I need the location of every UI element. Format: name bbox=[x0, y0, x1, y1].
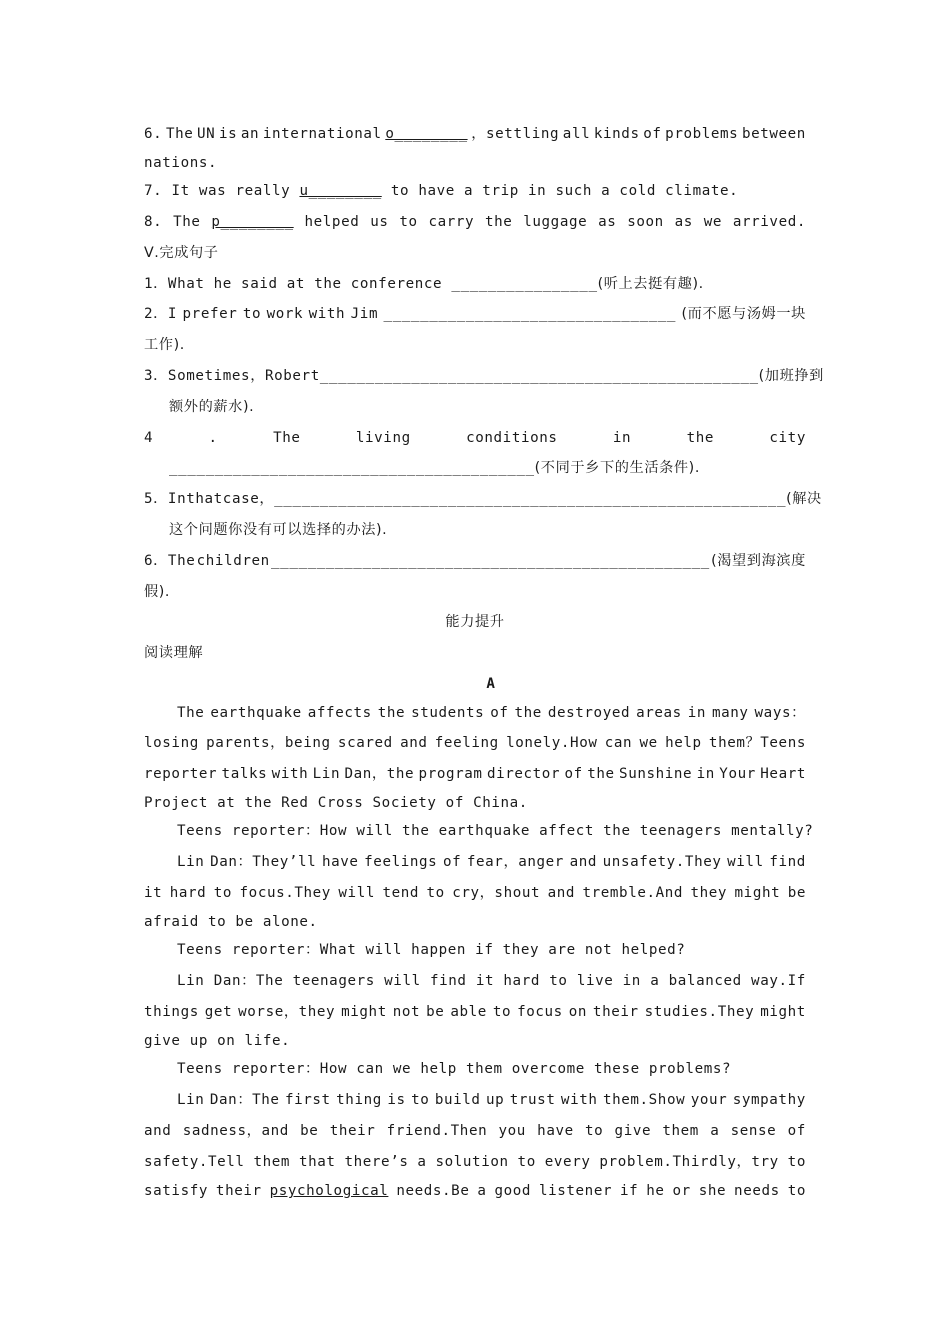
item-text: 3．Sometimes，Robert bbox=[144, 368, 320, 384]
fill-blank[interactable]: o________ bbox=[385, 126, 468, 142]
item-text: 6．The bbox=[144, 553, 196, 569]
vocab-item-7 bbox=[144, 181, 806, 201]
sentence-item-4-cont bbox=[169, 458, 806, 478]
sentence-item-3-cont: 额外的薪水). bbox=[169, 399, 255, 415]
item-text: with bbox=[308, 306, 346, 322]
item-text: an bbox=[240, 126, 260, 142]
item-text: Jim bbox=[350, 306, 379, 322]
interview-answer-line: and sadness，and be their friend.Then you have to give them a sense of bbox=[144, 1123, 806, 1139]
item-text: The bbox=[165, 126, 194, 142]
sentence-item-3 bbox=[144, 366, 824, 386]
item-hint: (而不愿与汤姆一块 bbox=[681, 306, 806, 322]
item-text: 1．What he said at the conference ________________ bbox=[144, 276, 598, 292]
answer-text: to bbox=[787, 1183, 806, 1199]
fill-blank[interactable]: p________ bbox=[211, 214, 294, 230]
interview-question: Teens reporter：How can we help them overcome these problems? bbox=[177, 1061, 732, 1077]
answer-text: needs bbox=[734, 1183, 780, 1199]
vocab-item-6-cont: nations. bbox=[144, 155, 218, 171]
fill-blank[interactable]: u________ bbox=[299, 183, 382, 199]
underlined-word: psychological bbox=[269, 1183, 389, 1199]
item-number: 7. bbox=[144, 183, 163, 199]
answer-text: a bbox=[477, 1183, 487, 1199]
item-hint: (加班挣到 bbox=[758, 368, 824, 384]
item-word: living bbox=[355, 430, 411, 446]
passage-label: A bbox=[486, 676, 496, 692]
answer-text: listener bbox=[538, 1183, 613, 1199]
item-text: arrived. bbox=[732, 214, 806, 230]
answer-text: she bbox=[698, 1183, 727, 1199]
interview-answer-line: Lin Dan：The teenagers will find it hard to live in a balanced way.If bbox=[177, 973, 806, 989]
item-text: case，________________________________________________________ bbox=[222, 491, 787, 507]
interview-question: Teens reporter：What will happen if they are not helped? bbox=[177, 942, 686, 958]
subsection-title: 阅读理解 bbox=[144, 645, 204, 661]
item-text: children bbox=[196, 553, 270, 569]
item-text: helped bbox=[304, 214, 360, 230]
interview-answer-line bbox=[144, 1181, 806, 1201]
interview-question: Teens reporter：How will the earthquake affect the teenagers mentally? bbox=[177, 823, 814, 839]
item-text: soon bbox=[627, 214, 664, 230]
answer-text: or bbox=[672, 1183, 691, 1199]
item-text: to have a trip in such a cold climate. bbox=[390, 183, 739, 199]
sentence-item-6-cont: 假). bbox=[144, 584, 171, 600]
item-text: between bbox=[741, 126, 806, 142]
vocab-item-6 bbox=[144, 124, 806, 144]
item-text: of bbox=[643, 126, 662, 142]
item-text: all bbox=[562, 126, 591, 142]
section-title: Ⅴ.完成句子 bbox=[144, 245, 219, 261]
answer-text: he bbox=[646, 1183, 665, 1199]
item-text: us bbox=[370, 214, 389, 230]
item-text: international bbox=[262, 126, 382, 142]
item-text: 5．In bbox=[144, 491, 187, 507]
item-text: carry bbox=[428, 214, 475, 230]
item-text: ________________________________________________ bbox=[319, 368, 759, 384]
item-text: kinds bbox=[593, 126, 640, 142]
interview-answer-line: Lin Dan：The first thing is to build up trust with them.Show your sympathy bbox=[177, 1092, 806, 1108]
item-word: The bbox=[273, 430, 301, 446]
interview-answer-line: give up on life. bbox=[144, 1033, 291, 1049]
item-text: luggage bbox=[523, 214, 588, 230]
item-text: It was really bbox=[171, 183, 291, 199]
sentence-item-6 bbox=[144, 551, 806, 571]
passage-line: losing parents，being scared and feeling lonely.How can we help them？Teens bbox=[144, 735, 806, 751]
passage-line: The earthquake affects the students of the destroyed areas in many ways： bbox=[177, 705, 806, 721]
item-text: we bbox=[703, 214, 723, 230]
interview-answer-line: afraid to be alone. bbox=[144, 914, 318, 930]
item-hint: (不同于乡下的生活条件). bbox=[534, 460, 700, 476]
item-text: as bbox=[598, 214, 617, 230]
item-word: the bbox=[686, 430, 715, 446]
item-word: city bbox=[769, 430, 806, 446]
answer-text: satisfy bbox=[144, 1183, 208, 1199]
sentence-item-2-cont: 工作). bbox=[144, 337, 185, 353]
item-text: ，settling bbox=[471, 126, 560, 142]
item-number: 6. bbox=[144, 126, 163, 142]
section-heading: 能力提升 bbox=[445, 614, 505, 630]
answer-text: their bbox=[215, 1183, 262, 1199]
item-text: as bbox=[674, 214, 693, 230]
item-text: is bbox=[218, 126, 238, 142]
interview-answer-line: Lin Dan：They’ll have feelings of fear，anger and unsafety.They will find bbox=[177, 854, 806, 870]
item-text: to bbox=[399, 214, 418, 230]
passage-line: reporter talks with Lin Dan，the program director of the Sunshine in Your Heart bbox=[144, 766, 806, 782]
item-word: in bbox=[612, 430, 632, 446]
item-text: prefer bbox=[182, 306, 238, 322]
interview-answer-line: it hard to focus.They will tend to cry，shout and tremble.And they might be bbox=[144, 885, 806, 901]
item-word: conditions bbox=[466, 430, 558, 446]
passage-line: Project at the Red Cross Society of China. bbox=[144, 795, 528, 811]
item-text: ________________________________ bbox=[383, 306, 677, 322]
item-text: ________________________________________________ bbox=[271, 553, 710, 569]
item-text: UN bbox=[197, 126, 216, 142]
item-hint: (渴望到海滨度 bbox=[711, 553, 806, 569]
item-hint: (解决 bbox=[786, 491, 822, 507]
sentence-item-4 bbox=[144, 428, 806, 448]
sentence-item-2 bbox=[144, 304, 806, 324]
item-hint: (听上去挺有趣). bbox=[597, 276, 704, 292]
item-text: the bbox=[484, 214, 513, 230]
item-text: that bbox=[186, 491, 223, 507]
item-text: to bbox=[242, 306, 262, 322]
interview-answer-line: things get worse，they might not be able to focus on their studies.They might bbox=[144, 1004, 806, 1020]
sentence-item-5 bbox=[144, 489, 822, 509]
interview-answer-line: safety.Tell them that there’s a solution to every problem.Thirdly，try to bbox=[144, 1154, 806, 1170]
sentence-item-5-cont: 这个问题你没有可以选择的办法). bbox=[169, 522, 388, 538]
item-text: 2．I bbox=[144, 306, 178, 322]
item-text: work bbox=[266, 306, 304, 322]
item-word: 4 bbox=[144, 430, 154, 446]
answer-text: good bbox=[494, 1183, 532, 1199]
item-text: The bbox=[173, 214, 201, 230]
sentence-item-1 bbox=[144, 274, 806, 294]
item-number: 8. bbox=[144, 214, 163, 230]
item-word: . bbox=[208, 430, 218, 446]
item-text: problems bbox=[665, 126, 739, 142]
vocab-item-8 bbox=[144, 212, 806, 232]
answer-text: needs.Be bbox=[396, 1183, 470, 1199]
item-text: ________________________________________ bbox=[169, 460, 535, 476]
answer-text: if bbox=[620, 1183, 639, 1199]
